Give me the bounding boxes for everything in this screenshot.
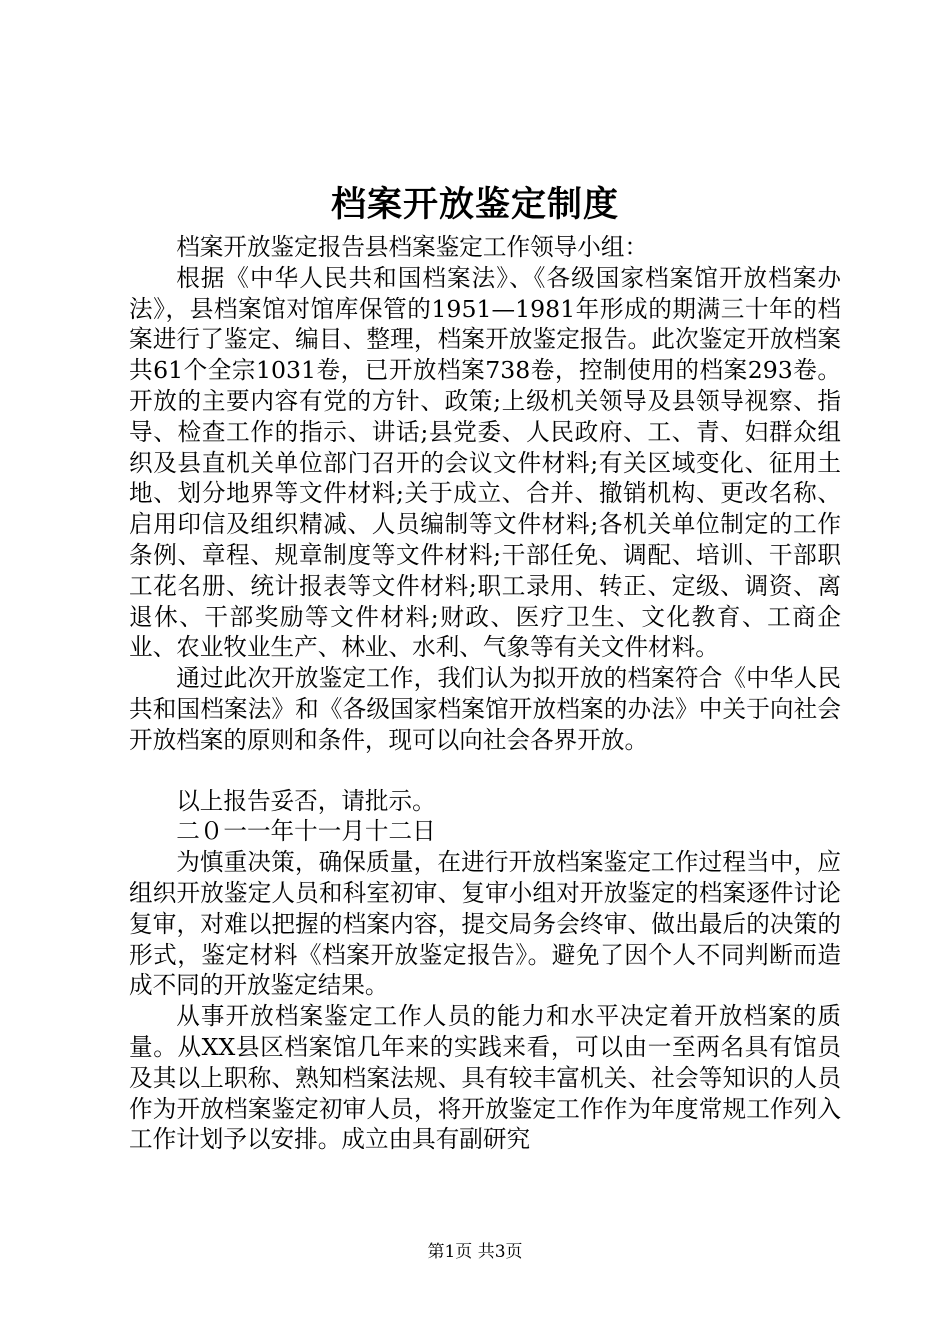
document-title: 档案开放鉴定制度 [330,184,619,225]
paragraph-report-conclusion: 通过此次开放鉴定工作，我们认为拟开放的档案符合《中华人民共和国档案法》和《各级国家档案馆开放档案的办法》中关于向社会开放档案的原则和条件，现可以向社会各界开放。 [129,664,841,754]
page-footer: 第1页 共3页 [427,1242,523,1262]
paragraph-report-heading: 档案开放鉴定报告县档案鉴定工作领导小组： [176,233,649,261]
paragraph-date: 二０一一年十一月十二日 [176,817,436,846]
document-body [129,232,841,1155]
paragraph-staff-quality: 从事开放档案鉴定工作人员的能力和水平决定着开放档案的质量。从XX县区档案馆几年来的实践来看，可以由一至两名具有馆员及其以上职称、熟知档案法规、具有较丰富机关、社会等知识的人员作为开放档案鉴定初审人员，将开放鉴定工作作为年度常规工作列入工作计划予以安排。成立由具有副研究 [129,1002,841,1154]
paragraph-report-content: 根据《中华人民共和国档案法》、《各级国家档案馆开放档案办法》，县档案馆对馆库保管的1951—1981年形成的期满三十年的档案进行了鉴定、编目、整理，档案开放鉴定报告。此次鉴定开放档案共61个全宗1031卷，已开放档案738卷，控制使用的档案293卷。开放的主要内容有党的方针、政策;上级机关领导及县领导视察、指导、检查工作的指示、讲话;县党委、人民政府、工、青、妇群众组织及县直机关单位部门召开的会议文件材料;有关区域变化、征用土地、划分地界等文件材料;关于成立、合并、撤销机构、更改名称、启用印信及组织精减、人员编制等文件材料;各机关单位制定的工作条例、章程、规章制度等文件材料;干部任免、调配、培训、干部职工花名册、统计报表等文件材料;职工录用、转正、定级、调资、离退休、干部奖励等文件材料;财政、医疗卫生、文化教育、工商企业、农业牧业生产、林业、水利、气象等有关文件材料。 [129,263,841,662]
paragraph-review-process: 为慎重决策，确保质量，在进行开放档案鉴定工作过程当中，应组织开放鉴定人员和科室初审、复审小组对开放鉴定的档案逐件讨论复审，对难以把握的档案内容，提交局务会终审、做出最后的决策的形式，鉴定材料《档案开放鉴定报告》。避免了因个人不同判断而造成不同的开放鉴定结果。 [129,848,841,1000]
paragraph-request-approval: 以上报告妥否，请批示。 [176,786,436,815]
